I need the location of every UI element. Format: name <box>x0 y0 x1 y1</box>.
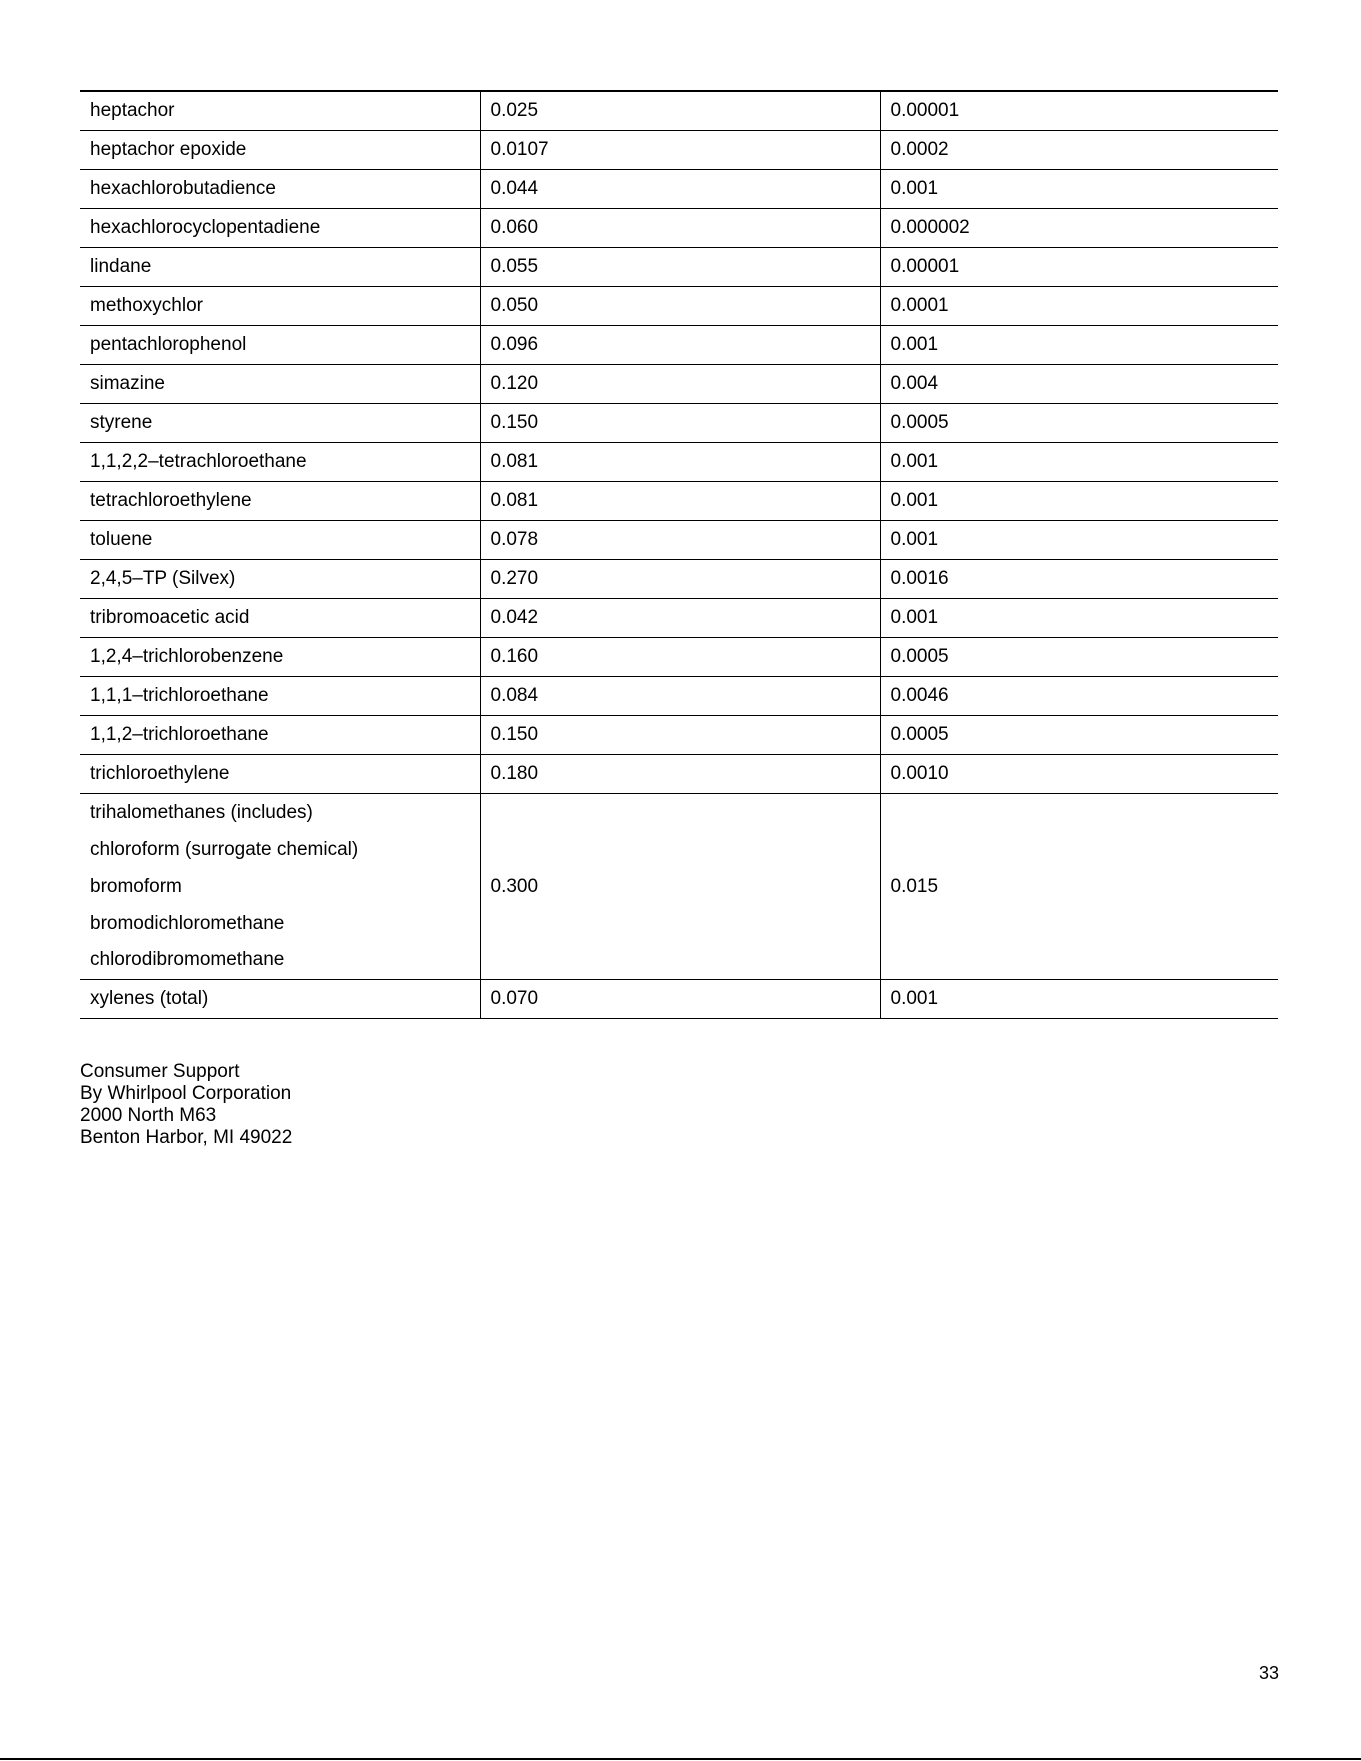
chemical-name: pentachlorophenol <box>80 326 480 365</box>
value-col3: 0.001 <box>880 521 1278 560</box>
chemical-name: tribromoacetic acid <box>80 599 480 638</box>
chemical-name: 1,2,4–trichlorobenzene <box>80 638 480 677</box>
chemical-name: lindane <box>80 248 480 287</box>
value-col3: 0.001 <box>880 482 1278 521</box>
chemical-name: heptachor epoxide <box>80 131 480 170</box>
page-number: 33 <box>1258 1663 1279 1683</box>
value-col2: 0.180 <box>480 755 880 794</box>
chemical-name: heptachor <box>80 91 480 131</box>
table-row <box>80 521 1278 560</box>
value-col3: 0.001 <box>880 170 1278 209</box>
contaminant-table-body <box>80 91 1278 1019</box>
value-col2: 0.270 <box>480 560 880 599</box>
address-line: 2000 North M63 <box>80 1105 217 1126</box>
table-row <box>80 638 1278 677</box>
value-col3: 0.0046 <box>880 677 1278 716</box>
table-row <box>80 716 1278 755</box>
value-col2: 0.0107 <box>480 131 880 170</box>
value-col2: 0.070 <box>480 980 880 1019</box>
chemical-name: xylenes (total) <box>80 980 480 1019</box>
chemical-name: trihalomethanes (includes) <box>90 802 313 823</box>
value-col3: 0.001 <box>880 443 1278 482</box>
value-col3: 0.0010 <box>880 755 1278 794</box>
value-col2: 0.150 <box>480 716 880 755</box>
value-col2: 0.084 <box>480 677 880 716</box>
table-row <box>80 326 1278 365</box>
table-row <box>80 170 1278 209</box>
table-row <box>80 365 1278 404</box>
address-line: Benton Harbor, MI 49022 <box>80 1127 293 1148</box>
value-col2: 0.120 <box>480 365 880 404</box>
table-row <box>80 131 1278 170</box>
table-row <box>80 755 1278 794</box>
contaminant-table <box>80 90 1278 1019</box>
chemical-name: simazine <box>80 365 480 404</box>
value-col2: 0.050 <box>480 287 880 326</box>
value-col2: 0.025 <box>480 91 880 131</box>
chemical-name: hexachlorocyclopentadiene <box>80 209 480 248</box>
chemical-name: 1,1,2,2–tetrachloroethane <box>80 443 480 482</box>
value-col2: 0.300 <box>480 794 880 980</box>
trihalomethanes-row <box>80 794 1278 980</box>
table-row <box>80 560 1278 599</box>
chemical-name: 1,1,1–trichloroethane <box>80 677 480 716</box>
value-col2: 0.096 <box>480 326 880 365</box>
table-row <box>80 91 1278 131</box>
value-col2: 0.160 <box>480 638 880 677</box>
chemical-name: bromodichloromethane <box>90 913 285 934</box>
value-col2: 0.055 <box>480 248 880 287</box>
value-col2: 0.150 <box>480 404 880 443</box>
chemical-name: styrene <box>80 404 480 443</box>
address-line: By Whirlpool Corporation <box>80 1083 292 1104</box>
value-col3: 0.00001 <box>880 248 1278 287</box>
table-row <box>80 482 1278 521</box>
table-row <box>80 599 1278 638</box>
chemical-name: 1,1,2–trichloroethane <box>80 716 480 755</box>
value-col3: 0.0002 <box>880 131 1278 170</box>
value-col2: 0.081 <box>480 443 880 482</box>
table-row <box>80 443 1278 482</box>
value-col3: 0.0005 <box>880 638 1278 677</box>
table-row <box>80 980 1278 1019</box>
value-col3: 0.0005 <box>880 716 1278 755</box>
value-col3: 0.015 <box>880 794 1278 980</box>
value-col3: 0.000002 <box>880 209 1278 248</box>
value-col3: 0.004 <box>880 365 1278 404</box>
value-col3: 0.001 <box>880 599 1278 638</box>
company-address <box>80 1061 292 1149</box>
value-col3: 0.0001 <box>880 287 1278 326</box>
address-line: Consumer Support <box>80 1061 240 1082</box>
table-row <box>80 287 1278 326</box>
value-col3: 0.001 <box>880 326 1278 365</box>
value-col2: 0.044 <box>480 170 880 209</box>
chemical-name: hexachlorobutadience <box>80 170 480 209</box>
value-col3: 0.0016 <box>880 560 1278 599</box>
value-col2: 0.078 <box>480 521 880 560</box>
value-col3: 0.001 <box>880 980 1278 1019</box>
table-row <box>80 404 1278 443</box>
table-row <box>80 677 1278 716</box>
page-bottom-divider <box>0 1758 1361 1760</box>
trihalomethanes-names <box>80 794 480 980</box>
chemical-name: trichloroethylene <box>80 755 480 794</box>
chemical-name: 2,4,5–TP (Silvex) <box>80 560 480 599</box>
chemical-name: toluene <box>80 521 480 560</box>
table-row <box>80 248 1278 287</box>
value-col3: 0.0005 <box>880 404 1278 443</box>
table-row <box>80 209 1278 248</box>
chemical-name: methoxychlor <box>80 287 480 326</box>
chemical-name: tetrachloroethylene <box>80 482 480 521</box>
chemical-name: chlorodibromomethane <box>90 949 285 970</box>
value-col2: 0.060 <box>480 209 880 248</box>
chemical-name: bromoform <box>90 876 182 897</box>
value-col2: 0.042 <box>480 599 880 638</box>
chemical-name: chloroform (surrogate chemical) <box>90 839 359 860</box>
value-col3: 0.00001 <box>880 91 1278 131</box>
value-col2: 0.081 <box>480 482 880 521</box>
